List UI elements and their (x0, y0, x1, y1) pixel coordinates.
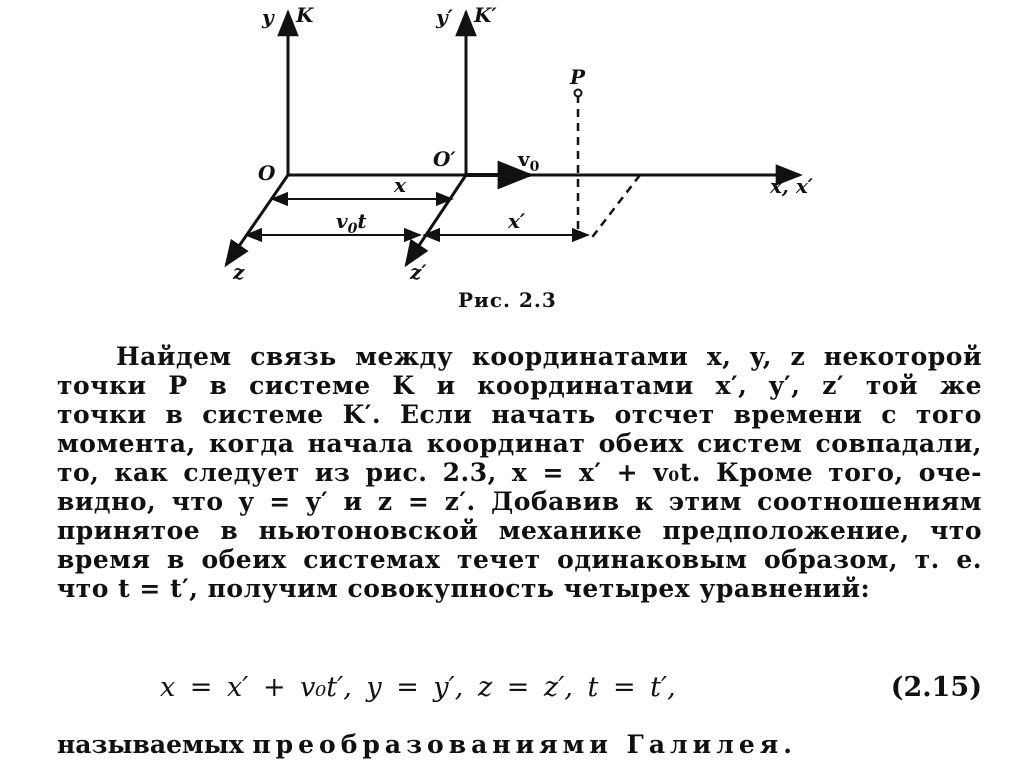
label-o-prime: O′ (433, 147, 456, 171)
label-dist-v0t-v: v (336, 209, 348, 233)
label-y: y (262, 5, 274, 29)
closing-line (57, 730, 797, 759)
paragraph-line: видно, что y = y′ и z = z′. Добавив к этим соотношениям (57, 487, 982, 516)
label-p: P (570, 65, 586, 89)
paragraph-line: момента, когда начала координат обеих систем совпадали, (57, 429, 982, 458)
closing-term: преобразованиями Галилея. (252, 730, 797, 759)
paragraph-line: точки P в системе K и координатами x′, y′, z′ той же (57, 371, 982, 400)
paragraph-line: точки в системе K′. Если начать отсчет времени с того (57, 400, 982, 429)
label-dist-x: x (394, 173, 406, 197)
point-p (575, 90, 582, 97)
equation-2-15 (160, 672, 982, 708)
paragraph-line: то, как следует из рис. 2.3, x = x′ + v₀t. Кроме того, оче- (57, 458, 982, 487)
label-dist-x-prime: x′ (508, 209, 526, 233)
z-axis-k (226, 175, 288, 265)
equation-number: (2.15) (890, 672, 982, 703)
closing-prefix: называемых (57, 730, 253, 759)
label-v0-sub: 0 (529, 159, 540, 175)
label-o: O (258, 161, 276, 185)
z-axis-k-prime (406, 175, 466, 265)
paragraph (57, 342, 982, 603)
label-dist-v0t (336, 209, 367, 237)
label-v0-main: v (518, 147, 530, 171)
label-k-prime: K′ (474, 3, 497, 27)
paragraph-line: что t = t′, получим совокупность четырех уравнений: (57, 574, 871, 603)
p-depth-dash (590, 175, 640, 240)
label-x-x-prime: x, x′ (770, 174, 814, 198)
paragraph-line: принятое в ньютоновской механике предположение, что (57, 516, 982, 545)
label-y-prime: y′ (436, 5, 453, 29)
figure-2-3 (0, 0, 1024, 300)
paragraph-line: Найдем связь между координатами x, y, z некоторой (116, 342, 982, 371)
label-z: z (233, 260, 245, 284)
label-dist-v0t-sub: 0 (347, 221, 358, 237)
label-z-prime: z′ (410, 260, 427, 284)
label-dist-v0t-t: t (357, 209, 367, 233)
figure-caption: Рис. 2.3 (458, 288, 557, 312)
label-v0 (517, 147, 540, 175)
equation-formula: x = x′ + v₀t′, y = y′, z = z′, t = t′, (160, 672, 676, 703)
label-k: K (296, 3, 314, 27)
paragraph-line: время в обеих системах течет одинаковым образом, т. е. (57, 545, 982, 574)
